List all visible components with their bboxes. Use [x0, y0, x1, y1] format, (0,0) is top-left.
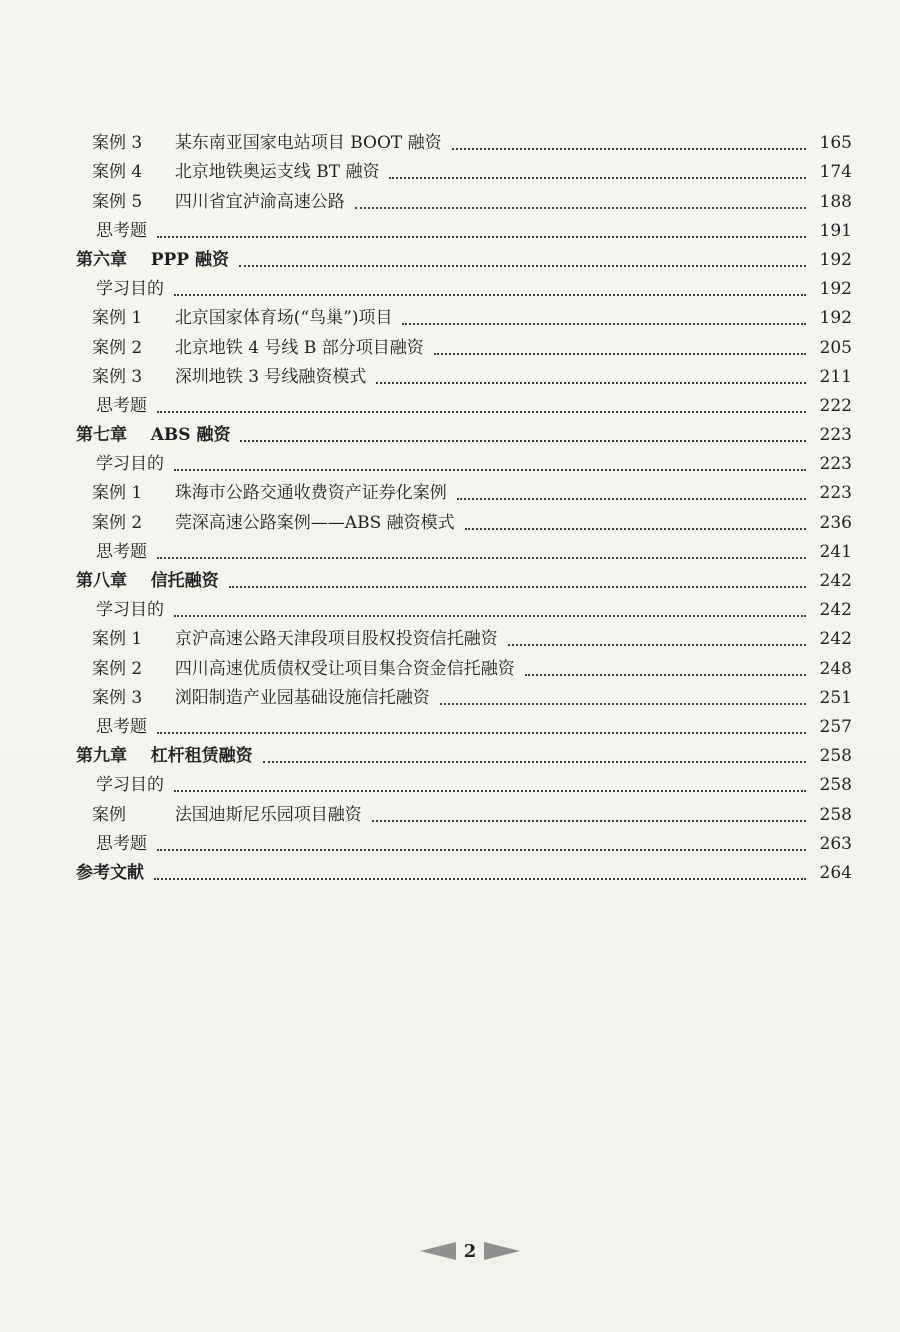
toc-case-row [76, 800, 852, 829]
toc-page-number: 165 [819, 133, 852, 154]
dot-leader [157, 849, 806, 851]
dot-leader [525, 674, 806, 676]
toc-entry-number: 思考题 [96, 541, 147, 562]
toc-page-number: 251 [819, 687, 852, 708]
toc-entry-label [76, 246, 233, 275]
toc-entry-title: 法国迪斯尼乐园项目融资 [174, 804, 362, 825]
toc-page-number: 263 [819, 833, 852, 854]
toc-page-number: 242 [819, 629, 852, 650]
toc-case-row [76, 304, 852, 333]
toc-entry-title: 珠海市公路交通收费资产证券化案例 [174, 483, 447, 504]
toc-page-number: 174 [819, 162, 852, 183]
toc-entry-label [92, 129, 446, 158]
toc-page-number: 258 [819, 746, 852, 767]
toc-entry-label [76, 742, 257, 771]
toc-entry-number: 案例 1 [92, 308, 143, 329]
toc-entry-number: 案例 1 [92, 629, 143, 650]
page-number: 2 [463, 1240, 477, 1262]
toc-page-number: 248 [819, 658, 852, 679]
toc-entry-label [96, 275, 168, 304]
toc-entry-number: 案例 [92, 804, 126, 825]
toc-case-row [76, 625, 852, 654]
toc-chapter-row [76, 859, 852, 888]
toc-entry-number: 第九章 [76, 746, 127, 767]
toc-entry-label [92, 158, 383, 187]
toc-case-row [76, 187, 852, 216]
toc-entry-number: 案例 4 [92, 162, 143, 183]
dot-leader [154, 878, 806, 880]
toc-entry-label [92, 655, 519, 684]
toc-entry-title: 北京地铁 4 号线 B 部分项目融资 [174, 337, 424, 358]
toc-entry-number: 第七章 [76, 425, 127, 446]
toc-entry-number: 学习目的 [96, 454, 164, 475]
toc-entry-label [92, 188, 349, 217]
dot-leader [376, 382, 806, 384]
toc-chapter-row [76, 421, 852, 450]
toc-page-number: 264 [819, 862, 852, 883]
toc-entry-number: 参考文献 [76, 862, 144, 883]
dot-leader [157, 236, 806, 238]
toc-entry-label [96, 392, 151, 421]
dot-leader [157, 411, 806, 413]
toc-entry-label [96, 771, 168, 800]
toc-entry-label [92, 625, 502, 654]
toc-entry-number: 学习目的 [96, 279, 164, 300]
toc-entry-label [96, 713, 151, 742]
left-arrow-ornament-icon [420, 1242, 456, 1260]
toc-chapter-row [76, 246, 852, 275]
toc-page-number: 192 [819, 249, 852, 270]
dot-leader [508, 644, 806, 646]
toc-page-number: 188 [819, 191, 852, 212]
toc-entry-title: 浏阳制造产业园基础设施信托融资 [174, 687, 430, 708]
toc-page-number: 192 [819, 308, 852, 329]
toc-entry-row [76, 392, 852, 421]
toc-entry-title: 深圳地铁 3 号线融资模式 [174, 366, 367, 387]
toc-entry-label [96, 596, 168, 625]
toc-page-number: 223 [819, 483, 852, 504]
dot-leader [174, 790, 806, 792]
toc-entry-title: 信托融资 [150, 571, 219, 591]
toc-page-number: 242 [819, 600, 852, 621]
toc-chapter-row [76, 742, 852, 771]
toc-page-number: 223 [819, 454, 852, 475]
toc-entry-title: 四川高速优质债权受让项目集合资金信托融资 [174, 658, 515, 679]
toc-page-number: 211 [819, 366, 852, 387]
toc-entry-row [76, 713, 852, 742]
toc-entry-number: 第八章 [76, 571, 127, 591]
toc-page-number: 205 [819, 337, 852, 358]
toc-case-row [76, 508, 852, 537]
toc-entry-number: 案例 5 [92, 191, 143, 212]
toc-entry-title: 莞深高速公路案例——ABS 融资模式 [174, 512, 455, 533]
toc-entry-row [76, 538, 852, 567]
toc-entry-number: 案例 2 [92, 512, 143, 533]
toc-entry-label [92, 509, 459, 538]
dot-leader [355, 207, 806, 209]
dot-leader [389, 177, 806, 179]
toc-entry-row [76, 830, 852, 859]
dot-leader [434, 353, 806, 355]
dot-leader [440, 703, 806, 705]
toc-chapter-row [76, 567, 852, 596]
dot-leader [174, 294, 806, 296]
right-arrow-ornament-icon [484, 1242, 520, 1260]
toc-entry-title: 杠杆租赁融资 [150, 746, 253, 767]
toc-entry-number: 思考题 [96, 833, 147, 854]
toc-entry-number: 思考题 [96, 716, 147, 737]
toc-case-row [76, 158, 852, 187]
dot-leader [174, 469, 806, 471]
toc-entry-label [96, 830, 151, 859]
toc-entry-row [76, 275, 852, 304]
dot-leader [465, 528, 806, 530]
toc-page-number: 222 [819, 395, 852, 416]
toc-page-number: 257 [819, 716, 852, 737]
dot-leader [452, 148, 806, 150]
toc-entry-label [92, 304, 396, 333]
toc-entry-number: 案例 2 [92, 658, 143, 679]
dot-leader [157, 732, 806, 734]
dot-leader [263, 761, 806, 763]
toc-entry-label [76, 421, 234, 450]
toc-entry-number: 学习目的 [96, 775, 164, 796]
toc-page-number: 236 [819, 512, 852, 533]
toc-entry-title: ABS 融资 [150, 425, 231, 446]
page-footer [408, 1236, 532, 1266]
dot-leader [229, 586, 806, 588]
toc-entry-label [92, 479, 451, 508]
toc-entry-label [92, 801, 366, 830]
toc-case-row [76, 479, 852, 508]
toc-page-number: 242 [819, 571, 852, 591]
toc-entry-label [96, 217, 151, 246]
dot-leader [174, 615, 806, 617]
toc-entry-title: 四川省宜泸渝高速公路 [174, 191, 345, 212]
toc-page-number: 258 [819, 804, 852, 825]
dot-leader [157, 557, 806, 559]
toc-entry-label [92, 363, 370, 392]
table-of-contents [76, 129, 852, 888]
toc-entry-label [96, 450, 168, 479]
toc-entry-row [76, 217, 852, 246]
toc-entry-label [92, 684, 434, 713]
dot-leader [240, 440, 806, 442]
toc-entry-number: 案例 3 [92, 366, 143, 387]
toc-entry-row [76, 596, 852, 625]
toc-entry-label [96, 538, 151, 567]
toc-entry-number: 思考题 [96, 395, 147, 416]
toc-page-number: 192 [819, 279, 852, 300]
toc-entry-title: PPP 融资 [150, 249, 229, 270]
toc-entry-title: 京沪高速公路天津段项目股权投资信托融资 [174, 629, 498, 650]
toc-entry-number: 思考题 [96, 220, 147, 241]
toc-case-row [76, 684, 852, 713]
toc-entry-number: 学习目的 [96, 600, 164, 621]
toc-entry-row [76, 771, 852, 800]
toc-case-row [76, 654, 852, 683]
toc-case-row [76, 363, 852, 392]
toc-entry-label [92, 334, 428, 363]
toc-case-row [76, 333, 852, 362]
toc-entry-row [76, 450, 852, 479]
toc-entry-number: 案例 3 [92, 687, 143, 708]
toc-entry-title: 北京国家体育场(“鸟巢”)项目 [174, 308, 393, 329]
dot-leader [402, 323, 806, 325]
toc-entry-number: 案例 1 [92, 483, 143, 504]
toc-entry-label [76, 859, 148, 888]
toc-page-number: 241 [819, 541, 852, 562]
dot-leader [239, 265, 806, 267]
toc-entry-number: 案例 3 [92, 133, 143, 154]
dot-leader [372, 820, 806, 822]
toc-case-row [76, 129, 852, 158]
toc-entry-number: 第六章 [76, 249, 127, 270]
toc-page-number: 223 [819, 425, 852, 446]
toc-entry-label [76, 567, 223, 596]
toc-page-number: 191 [819, 220, 852, 241]
toc-page-number: 258 [819, 775, 852, 796]
toc-entry-number: 案例 2 [92, 337, 143, 358]
toc-entry-title: 北京地铁奥运支线 BT 融资 [174, 162, 380, 183]
dot-leader [457, 498, 806, 500]
toc-entry-title: 某东南亚国家电站项目 BOOT 融资 [174, 133, 442, 154]
